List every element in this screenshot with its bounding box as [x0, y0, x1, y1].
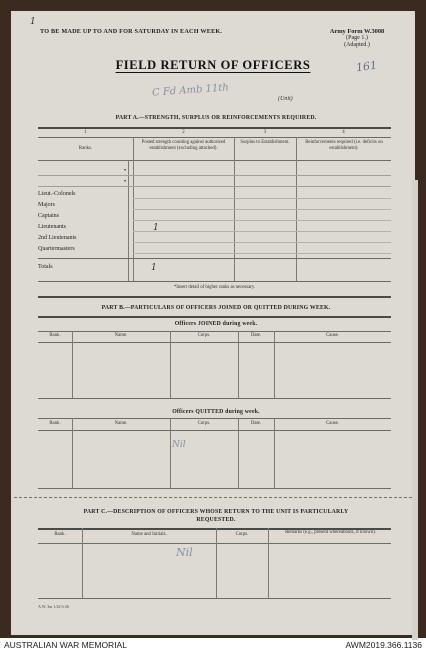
part-c-heading-line2: REQUESTED. — [196, 517, 236, 523]
col-divider — [238, 331, 239, 399]
footer-credit: AUSTRALIAN WAR MEMORIAL — [4, 640, 127, 650]
form-adapted: (Adapted.) — [344, 42, 370, 48]
unit-label: (Unit) — [278, 96, 293, 102]
rule — [38, 488, 391, 489]
form-page: (Page 1.) — [346, 35, 368, 41]
col-number-4: 4 — [342, 130, 345, 135]
rank-2nd-lieutenants: 2nd Lieutenants — [38, 235, 77, 241]
col-divider — [82, 528, 83, 598]
rule — [38, 296, 391, 298]
rule — [38, 316, 391, 318]
part-c-heading-line1: PART C.—DESCRIPTION OF OFFICERS WHOSE RETURN TO THE UNIT IS PARTICULARLY — [83, 509, 349, 515]
rule — [38, 258, 391, 259]
col-number-3: 3 — [263, 130, 267, 135]
col-divider — [72, 418, 73, 488]
paper-edge — [412, 180, 418, 640]
part-c-col-remarks: Remarks (e.g., present whereabouts, if known). — [285, 530, 376, 535]
col-divider — [170, 331, 171, 399]
joined-title: Officers JOINED during week. — [174, 321, 258, 327]
rule — [38, 598, 391, 599]
part-c-col-rank: Rank. — [54, 532, 66, 537]
rule — [38, 281, 391, 282]
totals-label: Totals — [38, 264, 53, 270]
quitted-col-name: Name. — [114, 421, 128, 426]
joined-col-rank: Rank. — [49, 333, 61, 338]
rule — [38, 543, 391, 544]
fold-line — [14, 497, 412, 498]
rank-lieut-colonels: Lieut.-Colonels — [38, 191, 76, 197]
instruction-text: TO BE MADE UP TO AND FOR SATURDAY IN EACH WEEK. — [40, 28, 223, 35]
joined-col-cause: Cause. — [326, 333, 339, 338]
col-header-reinforcements: Reinforcements required (i.e. deficits on establishment). — [305, 140, 383, 151]
footer-accession: AWM2019.366.1136 — [345, 640, 422, 650]
rank-majors: Majors — [38, 202, 55, 208]
rule — [38, 175, 391, 176]
handwritten-number: 161 — [355, 58, 378, 75]
rule — [38, 137, 391, 138]
col-header-ranks: Ranks. — [78, 146, 93, 151]
quitted-title: Officers QUITTED during week. — [172, 409, 260, 415]
printer-code: A.W. 3m 1/42 6-26 — [38, 604, 69, 609]
rule — [133, 198, 391, 199]
form-number: Army Form W.3008 — [329, 28, 385, 35]
quitted-col-date: Date. — [250, 421, 262, 426]
part-b-heading: PART B.—PARTICULARS OF OFFICERS JOINED OR QUITTED DURING WEEK. — [101, 305, 331, 311]
page-mark: 1 — [30, 17, 36, 27]
rank-quartermasters: Quartermasters — [38, 246, 75, 252]
rule — [38, 160, 391, 161]
part-a-footnote: *Insert detail of higher ranks as necessary. — [173, 285, 256, 290]
blank-rank-marker: • — [124, 179, 127, 185]
rule — [38, 342, 391, 343]
rule — [133, 209, 391, 210]
handwritten-posted: 1 — [153, 223, 159, 233]
form-number-block — [322, 28, 392, 49]
rule — [38, 127, 391, 129]
col-divider — [238, 418, 239, 488]
col-header-surplus: Surplus to Establishment. — [240, 140, 290, 145]
quitted-col-corps: Corps. — [197, 421, 211, 426]
col-divider — [274, 331, 275, 399]
joined-col-name: Name. — [114, 333, 128, 338]
rule — [38, 430, 391, 431]
col-divider — [72, 331, 73, 399]
rule — [133, 253, 391, 254]
col-number-1: 1 — [84, 130, 87, 135]
handwritten-total: 1 — [151, 263, 157, 273]
unit-handwritten: C Fd Amb 11th — [151, 82, 230, 99]
rule — [133, 242, 391, 243]
rank-captains: Captains — [38, 213, 59, 219]
rule — [38, 331, 391, 332]
part-a-heading: PART A.—STRENGTH, SURPLUS OR REINFORCEMENTS REQUIRED. — [115, 115, 317, 121]
col-divider — [216, 528, 217, 598]
rule — [133, 220, 391, 221]
col-divider — [268, 528, 269, 598]
col-header-posted: Posted strength counting against authorized establishment (excluding attached). — [141, 140, 226, 151]
handwritten-part-c: Nil — [176, 546, 193, 559]
part-c-col-corps: Corps. — [235, 532, 249, 537]
form-title: FIELD RETURN OF OFFICERS — [115, 58, 311, 72]
part-c-col-name: Name and Initials. — [131, 532, 167, 537]
rule — [38, 398, 391, 399]
joined-col-corps: Corps. — [197, 333, 211, 338]
rank-lieutenants: Lieutenants — [38, 224, 66, 230]
col-divider — [274, 418, 275, 488]
col-divider — [170, 418, 171, 488]
quitted-col-cause: Cause. — [326, 421, 339, 426]
rule — [133, 231, 391, 232]
joined-col-date: Date. — [250, 333, 262, 338]
quitted-col-rank: Rank. — [49, 421, 61, 426]
handwritten-quitted: Nil — [172, 440, 186, 450]
rule — [38, 418, 391, 419]
col-divider — [128, 160, 129, 282]
rule — [38, 186, 391, 187]
col-number-2: 2 — [182, 130, 185, 135]
blank-rank-marker: • — [124, 168, 127, 174]
